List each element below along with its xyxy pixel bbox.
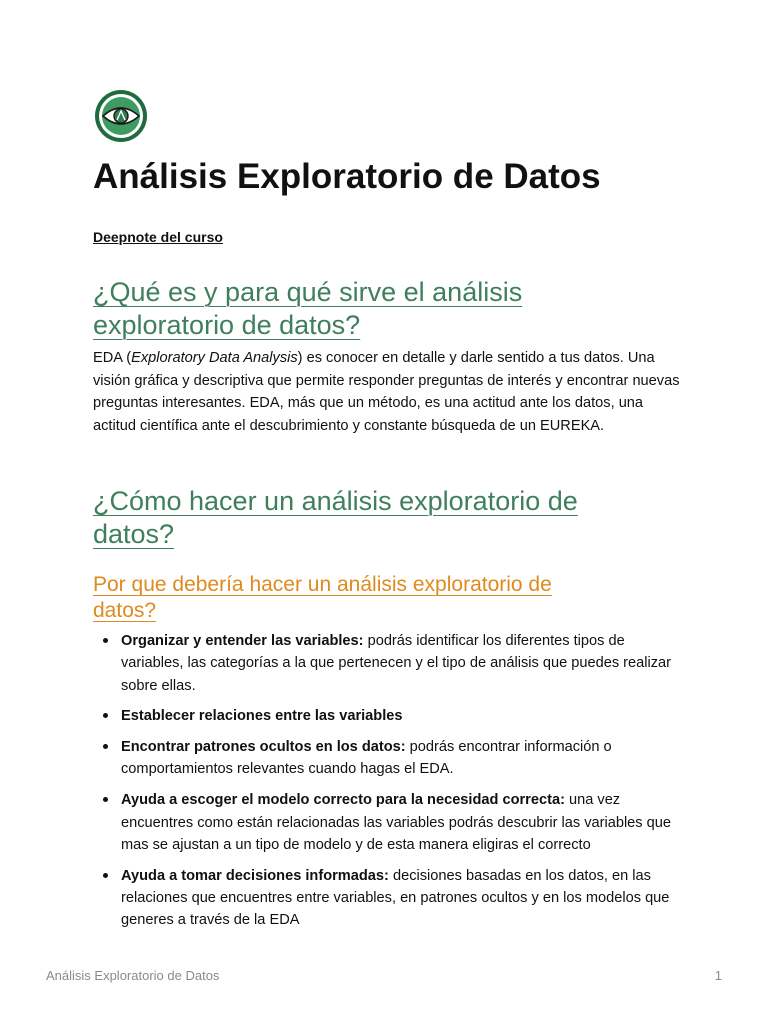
list-item-bold: Organizar y entender las variables: [121, 633, 364, 649]
list-item [93, 865, 683, 932]
subsection-heading-why-eda [93, 572, 693, 624]
heading-line: ¿Qué es y para qué sirve el análisis [93, 277, 523, 307]
list-item-bold: Establecer relaciones entre las variables [121, 708, 403, 725]
list-item [93, 736, 683, 781]
footer-document-title: Análisis Exploratorio de Datos [46, 968, 220, 983]
reasons-list [93, 630, 683, 940]
heading-line: exploratorio de datos? [93, 310, 361, 340]
list-item [93, 630, 683, 697]
eye-in-circle-icon [93, 88, 149, 144]
heading-line: Por que debería hacer un análisis exploratorio de [93, 573, 552, 596]
list-item-text: una vez encuentres como están relacionadas las variables podrás descubrir las variables que mas se ajustan a un tipo de modelo y de esta manera eligiras el correcto [121, 792, 672, 853]
heading-line: ¿Cómo hacer un análisis exploratorio de [93, 486, 578, 516]
list-item-bold: Ayuda a tomar decisiones informadas: [121, 867, 389, 884]
list-item [93, 705, 683, 727]
bullet-icon [103, 797, 108, 802]
bullet-icon [103, 638, 108, 643]
bullet-icon [103, 744, 108, 749]
eda-definition-paragraph [93, 347, 683, 437]
list-item-bold: Encontrar patrones ocultos en los datos: [121, 739, 406, 756]
list-item [93, 789, 683, 856]
footer-page-number: 1 [714, 968, 722, 983]
list-item-text: decisiones basadas en los datos, en las relaciones que encuentres entre variables, en patrones ocultos y en los modelos que generes a través de la EDA [121, 867, 670, 929]
section-heading-how-to-eda [93, 485, 693, 551]
bullet-icon [103, 713, 108, 718]
section-heading-what-is-eda [93, 276, 693, 342]
heading-line: datos? [93, 519, 175, 549]
paragraph-text: EDA ( [93, 350, 132, 366]
list-item-text: podrás encontrar información o comportamientos relevantes cuando hagas el EDA. [121, 739, 612, 778]
course-notebook-link[interactable]: Deepnote del curso [93, 229, 223, 245]
list-item-bold: Ayuda a escoger el modelo correcto para la necesidad correcta: [121, 792, 565, 809]
paragraph-italic-text: Exploratory Data Analysis [131, 350, 298, 366]
heading-line: datos? [93, 599, 157, 622]
bullet-icon [103, 873, 108, 878]
paragraph-text: ) es conocer en detalle y darle sentido a tus datos. Una visión gráfica y descriptiva que permite responder preguntas de interés y encontrar nuevas preguntas interesantes. EDA, más que un método, es una actitud ante los datos, una actitud científica ante el descubrimiento y constante búsqueda de un EUREKA. [93, 350, 680, 434]
list-item-text: podrás identificar los diferentes tipos de variables, las categorías a la que pertenecen y el tipo de análisis que puedes realizar sobre ellas. [121, 633, 672, 694]
page-title: Análisis Exploratorio de Datos [93, 157, 601, 196]
